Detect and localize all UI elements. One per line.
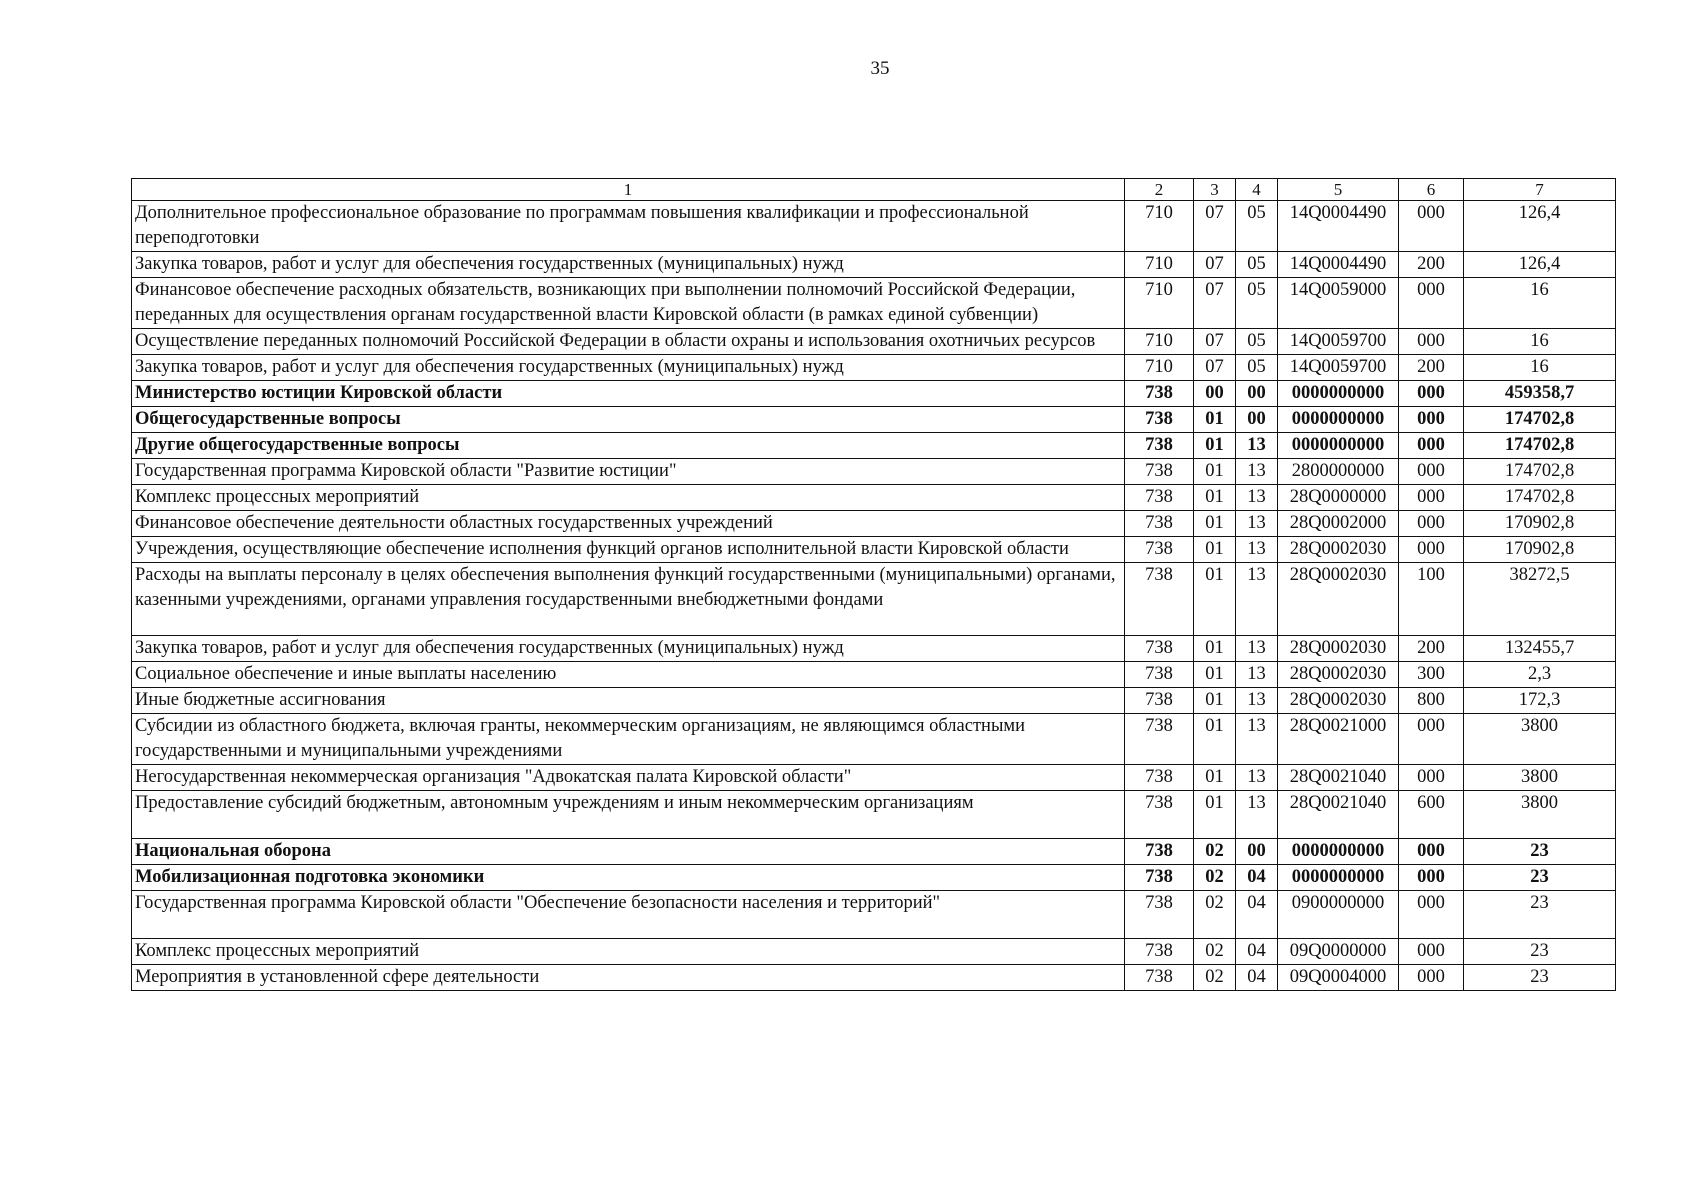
row-amount: 3800 [1464,714,1616,765]
row-name: Мероприятия в установленной сфере деятельности [132,965,1125,991]
row-code-admin: 738 [1125,839,1194,865]
table-row [132,355,1616,381]
row-code-target: 14Q0004490 [1278,252,1399,278]
row-code-section: 01 [1194,636,1236,662]
row-code-expense-type: 000 [1399,511,1464,537]
row-code-target: 14Q0004490 [1278,201,1399,252]
row-amount: 174702,8 [1464,459,1616,485]
table-row [132,939,1616,965]
row-code-admin: 738 [1125,714,1194,765]
row-code-expense-type: 600 [1399,791,1464,839]
row-amount: 23 [1464,891,1616,939]
row-code-subsection: 13 [1236,563,1278,636]
row-code-section: 07 [1194,355,1236,381]
row-code-expense-type: 000 [1399,714,1464,765]
row-name: Иные бюджетные ассигнования [132,688,1125,714]
row-code-section: 01 [1194,511,1236,537]
row-code-target: 0000000000 [1278,839,1399,865]
row-code-admin: 738 [1125,939,1194,965]
row-amount: 23 [1464,965,1616,991]
row-code-subsection: 00 [1236,381,1278,407]
table-row [132,765,1616,791]
row-amount: 16 [1464,355,1616,381]
row-code-subsection: 13 [1236,433,1278,459]
row-code-subsection: 04 [1236,891,1278,939]
row-code-target: 0000000000 [1278,433,1399,459]
table-row [132,407,1616,433]
row-code-expense-type: 000 [1399,939,1464,965]
row-code-subsection: 05 [1236,329,1278,355]
row-code-section: 02 [1194,965,1236,991]
row-amount: 126,4 [1464,201,1616,252]
row-code-expense-type: 100 [1399,563,1464,636]
row-amount: 170902,8 [1464,511,1616,537]
row-name: Финансовое обеспечение деятельности областных государственных учреждений [132,511,1125,537]
row-code-section: 01 [1194,459,1236,485]
row-name: Закупка товаров, работ и услуг для обеспечения государственных (муниципальных) нужд [132,636,1125,662]
row-amount: 38272,5 [1464,563,1616,636]
column-header-6: 6 [1399,179,1464,201]
row-code-admin: 710 [1125,329,1194,355]
row-code-admin: 738 [1125,537,1194,563]
row-code-expense-type: 000 [1399,459,1464,485]
row-name: Закупка товаров, работ и услуг для обеспечения государственных (муниципальных) нужд [132,252,1125,278]
row-code-target: 0900000000 [1278,891,1399,939]
row-name: Министерство юстиции Кировской области [132,381,1125,407]
row-code-subsection: 13 [1236,688,1278,714]
row-code-section: 01 [1194,563,1236,636]
row-code-subsection: 04 [1236,965,1278,991]
row-amount: 2,3 [1464,662,1616,688]
row-name: Финансовое обеспечение расходных обязательств, возникающих при выполнении полномочий Российской Федерации, переданных для осуществления органам государственной власти Кировской области (в рамках единой субвенции) [132,278,1125,329]
table-row [132,537,1616,563]
row-code-section: 01 [1194,791,1236,839]
row-code-expense-type: 000 [1399,891,1464,939]
row-name: Мобилизационная подготовка экономики [132,865,1125,891]
row-code-admin: 738 [1125,407,1194,433]
table-row [132,511,1616,537]
row-code-section: 02 [1194,939,1236,965]
row-code-target: 0000000000 [1278,407,1399,433]
row-code-admin: 738 [1125,381,1194,407]
row-code-target: 14Q0059700 [1278,329,1399,355]
row-code-expense-type: 000 [1399,201,1464,252]
row-name: Негосударственная некоммерческая организация "Адвокатская палата Кировской области" [132,765,1125,791]
column-header-4: 4 [1236,179,1278,201]
row-code-target: 28Q0021040 [1278,765,1399,791]
row-code-section: 01 [1194,714,1236,765]
table-row [132,278,1616,329]
row-code-target: 28Q0021000 [1278,714,1399,765]
row-code-expense-type: 000 [1399,765,1464,791]
table-row [132,791,1616,839]
column-header-5: 5 [1278,179,1399,201]
row-code-subsection: 05 [1236,252,1278,278]
row-name: Комплекс процессных мероприятий [132,939,1125,965]
row-code-admin: 738 [1125,485,1194,511]
row-name: Расходы на выплаты персоналу в целях обеспечения выполнения функций государственными (муниципальными) органами, казенными учреждениями, органами управления государственными внебюджетными фондами [132,563,1125,636]
table-row [132,381,1616,407]
column-header-1: 1 [132,179,1125,201]
row-amount: 23 [1464,939,1616,965]
row-code-target: 28Q0002000 [1278,511,1399,537]
row-code-expense-type: 200 [1399,636,1464,662]
row-amount: 174702,8 [1464,407,1616,433]
row-code-subsection: 13 [1236,511,1278,537]
row-code-target: 09Q0000000 [1278,939,1399,965]
row-code-subsection: 13 [1236,714,1278,765]
row-code-expense-type: 000 [1399,485,1464,511]
row-code-section: 01 [1194,765,1236,791]
row-code-target: 14Q0059000 [1278,278,1399,329]
row-amount: 132455,7 [1464,636,1616,662]
row-code-subsection: 13 [1236,459,1278,485]
row-code-subsection: 13 [1236,636,1278,662]
table-row [132,563,1616,636]
row-code-section: 07 [1194,278,1236,329]
row-code-expense-type: 200 [1399,252,1464,278]
row-code-section: 02 [1194,891,1236,939]
row-amount: 459358,7 [1464,381,1616,407]
table-row [132,252,1616,278]
row-code-expense-type: 000 [1399,407,1464,433]
row-code-subsection: 13 [1236,765,1278,791]
row-code-target: 0000000000 [1278,865,1399,891]
row-code-target: 09Q0004000 [1278,965,1399,991]
row-amount: 3800 [1464,791,1616,839]
row-code-subsection: 05 [1236,201,1278,252]
row-amount: 170902,8 [1464,537,1616,563]
row-amount: 16 [1464,278,1616,329]
row-code-admin: 710 [1125,201,1194,252]
row-code-target: 28Q0002030 [1278,662,1399,688]
row-code-admin: 738 [1125,688,1194,714]
row-code-section: 07 [1194,252,1236,278]
row-code-admin: 738 [1125,636,1194,662]
row-name: Государственная программа Кировской области "Развитие юстиции" [132,459,1125,485]
table-row [132,965,1616,991]
row-code-expense-type: 000 [1399,433,1464,459]
table-row [132,714,1616,765]
row-name: Осуществление переданных полномочий Российской Федерации в области охраны и использования охотничьих ресурсов [132,329,1125,355]
row-code-target: 14Q0059700 [1278,355,1399,381]
column-header-3: 3 [1194,179,1236,201]
table-row [132,485,1616,511]
row-code-admin: 738 [1125,563,1194,636]
row-code-section: 01 [1194,537,1236,563]
row-code-subsection: 13 [1236,537,1278,563]
table-row [132,636,1616,662]
row-code-admin: 738 [1125,891,1194,939]
row-amount: 174702,8 [1464,433,1616,459]
row-code-section: 02 [1194,839,1236,865]
row-code-expense-type: 000 [1399,537,1464,563]
row-name: Учреждения, осуществляющие обеспечение исполнения функций органов исполнительной власти Кировской области [132,537,1125,563]
table-row [132,688,1616,714]
row-code-target: 0000000000 [1278,381,1399,407]
row-code-admin: 738 [1125,965,1194,991]
row-code-target: 28Q0021040 [1278,791,1399,839]
row-code-admin: 738 [1125,433,1194,459]
table-row [132,329,1616,355]
row-code-subsection: 13 [1236,485,1278,511]
row-code-admin: 738 [1125,765,1194,791]
row-code-admin: 738 [1125,865,1194,891]
row-code-expense-type: 000 [1399,329,1464,355]
row-amount: 3800 [1464,765,1616,791]
row-code-expense-type: 000 [1399,381,1464,407]
row-amount: 126,4 [1464,252,1616,278]
row-code-subsection: 04 [1236,939,1278,965]
row-code-section: 01 [1194,688,1236,714]
table-row [132,459,1616,485]
row-name: Социальное обеспечение и иные выплаты населению [132,662,1125,688]
row-name: Государственная программа Кировской области "Обеспечение безопасности населения и территорий" [132,891,1125,939]
row-code-section: 01 [1194,407,1236,433]
row-code-subsection: 05 [1236,355,1278,381]
row-name: Национальная оборона [132,839,1125,865]
row-name: Другие общегосударственные вопросы [132,433,1125,459]
row-code-target: 28Q0002030 [1278,688,1399,714]
table-row [132,201,1616,252]
row-name: Субсидии из областного бюджета, включая гранты, некоммерческим организациям, не являющимся областными государственными и муниципальными учреждениями [132,714,1125,765]
row-code-subsection: 05 [1236,278,1278,329]
row-name: Дополнительное профессиональное образование по программам повышения квалификации и профессиональной переподготовки [132,201,1125,252]
row-code-subsection: 00 [1236,407,1278,433]
page-number: 35 [870,58,890,79]
row-amount: 172,3 [1464,688,1616,714]
row-code-expense-type: 000 [1399,865,1464,891]
row-code-expense-type: 200 [1399,355,1464,381]
row-amount: 23 [1464,865,1616,891]
row-code-subsection: 13 [1236,662,1278,688]
row-code-target: 28Q0002030 [1278,563,1399,636]
table-row [132,865,1616,891]
table-row [132,433,1616,459]
column-header-7: 7 [1464,179,1616,201]
row-name: Закупка товаров, работ и услуг для обеспечения государственных (муниципальных) нужд [132,355,1125,381]
row-code-expense-type: 000 [1399,965,1464,991]
row-code-target: 28Q0000000 [1278,485,1399,511]
row-code-section: 01 [1194,662,1236,688]
header-row [132,179,1616,201]
row-name: Общегосударственные вопросы [132,407,1125,433]
row-code-subsection: 00 [1236,839,1278,865]
row-code-admin: 710 [1125,278,1194,329]
row-code-admin: 738 [1125,662,1194,688]
row-code-admin: 738 [1125,459,1194,485]
row-amount: 174702,8 [1464,485,1616,511]
table-row [132,839,1616,865]
row-code-section: 07 [1194,201,1236,252]
table-row [132,891,1616,939]
row-code-expense-type: 300 [1399,662,1464,688]
row-name: Комплекс процессных мероприятий [132,485,1125,511]
row-amount: 23 [1464,839,1616,865]
row-code-section: 07 [1194,329,1236,355]
row-code-target: 28Q0002030 [1278,537,1399,563]
row-code-admin: 710 [1125,355,1194,381]
row-code-admin: 738 [1125,511,1194,537]
row-code-section: 00 [1194,381,1236,407]
row-code-subsection: 04 [1236,865,1278,891]
row-code-expense-type: 000 [1399,839,1464,865]
row-code-expense-type: 000 [1399,278,1464,329]
row-code-target: 2800000000 [1278,459,1399,485]
row-code-expense-type: 800 [1399,688,1464,714]
column-header-2: 2 [1125,179,1194,201]
row-name: Предоставление субсидий бюджетным, автономным учреждениям и иным некоммерческим организациям [132,791,1125,839]
row-code-admin: 738 [1125,791,1194,839]
row-code-admin: 710 [1125,252,1194,278]
table-row [132,662,1616,688]
row-code-section: 02 [1194,865,1236,891]
budget-table [131,178,1616,991]
row-amount: 16 [1464,329,1616,355]
row-code-section: 01 [1194,433,1236,459]
row-code-target: 28Q0002030 [1278,636,1399,662]
row-code-subsection: 13 [1236,791,1278,839]
row-code-section: 01 [1194,485,1236,511]
